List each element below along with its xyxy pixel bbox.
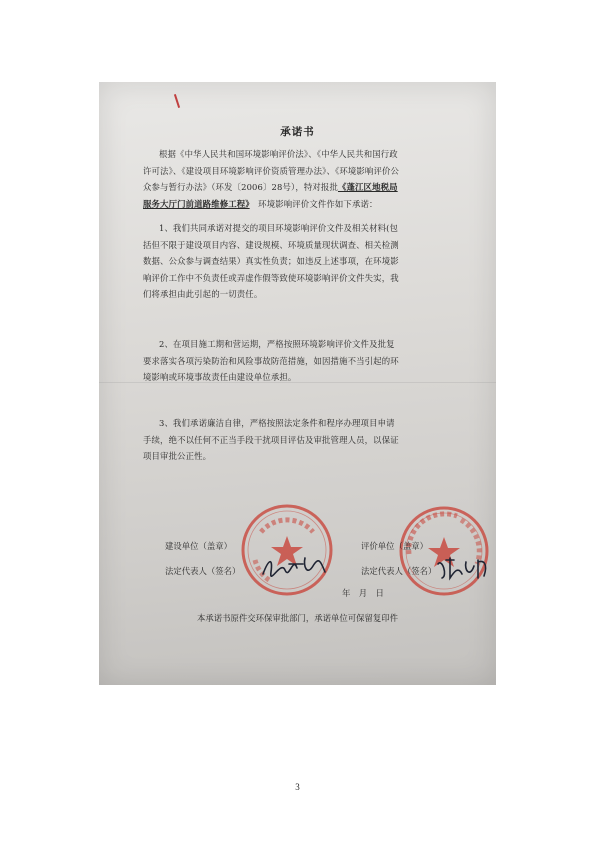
builder-company-seal-icon [239,502,335,598]
red-pen-mark [174,94,180,108]
clause-line: 1、我们共同承诺对提交的项目环境影响评价文件及相关材料(包 [159,223,399,233]
clause-line: 项目审批公正性。 [143,451,212,461]
assessor-unit-label: 评价单位（盖章） [361,541,428,551]
clause-line: 响评价工作中不负责任或弄虚作假等致使环境影响评价文件失实，我 [143,272,399,283]
builder-unit-label: 建设单位（盖章） [165,541,232,551]
paper-sheet [99,82,496,685]
clause-line: 括但不限于建设项目内容、建设规模、环境质量现状调查、相关检测 [143,239,399,250]
page-number: 3 [295,782,300,792]
clause-2 [143,336,459,386]
project-name-part1: 《蓬江区地税局 [337,182,398,192]
intro-line-text: 环境影响评价文件作如下承诺： [258,198,378,209]
scanned-document-photo [99,82,496,685]
clause-3 [143,415,459,465]
clause-line: 数据、公众参与调查结果）真实性负责；如违反上述事项，在环境影 [143,256,399,266]
clause-1 [143,220,459,303]
intro-line [143,196,459,213]
clause-line: 们将承担由此引起的一切责任。 [143,289,263,299]
signing-date: 年 月 日 [342,588,384,598]
intro-line-text: 众参与暂行办法》（环发〔2006〕28号），特对报批 [143,182,338,192]
project-name-part2: 服务大厅门前道路维修工程》 [143,198,250,209]
footer-note: 本承诺书原件交环保审批部门，承诺单位可保留复印件 [197,613,398,623]
intro-line: 根据《中华人民共和国环境影响评价法》、《中华人民共和国行政 [159,149,398,159]
intro-line [143,179,459,196]
intro-paragraph [143,146,459,212]
assessor-rep-signature-icon [434,554,494,584]
clause-line: 境影响或环境事故责任由建设单位承担。 [143,372,297,382]
clause-line: 3、我们承诺廉洁自律，严格按照法定条件和程序办理项目申请 [159,418,395,428]
intro-line: 许可法》、《建设项目环境影响评价资质管理办法》、《环境影响评价公 [143,165,400,176]
builder-rep-signature-icon [259,552,329,582]
clause-line: 手续，绝不以任何不正当手段干扰项目评估及审批管理人员，以保证 [143,434,399,445]
clause-line: 要求落实各项污染防治和风险事故防范措施，如因措施不当引起的环 [143,355,399,366]
builder-rep-label: 法定代表人（签名） [165,566,241,576]
assessor-rep-label: 法定代表人（签名） [361,566,437,576]
document-title: 承诺书 [280,126,315,138]
clause-line: 2、在项目施工期和营运期，严格按照环境影响评价文件及批复 [159,339,395,349]
